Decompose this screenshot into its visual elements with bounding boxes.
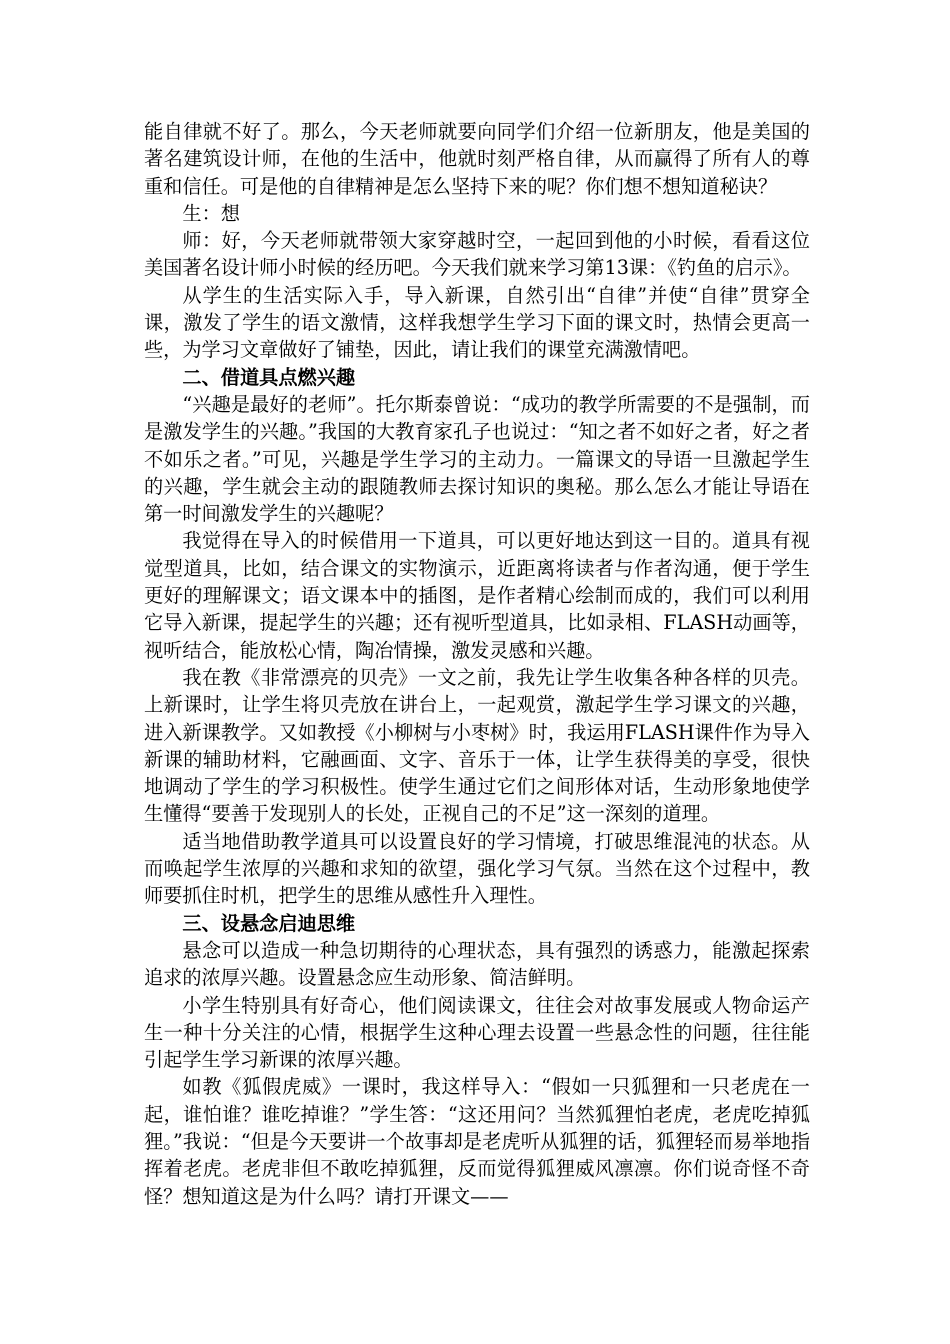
paragraph-shell-example: 我在教《非常漂亮的贝壳》一文之前，我先让学生收集各种各样的贝壳。上新课时，让学生将贝壳放在讲台上，一起观赏，激起学生学习课文的兴趣，进入新课教学。又如教授《小柳树与小枣树》时，我运用FLASH课件作为导入新课的辅助材料，它融画面、文字、音乐于一体，让学生获得美的享受，很快地调动了学生的学习积极性。使学生通过它们之间形体对话，生动形象地使学生懂得“要善于发现别人的长处，正视自己的不足”这一深刻的道理。: [144, 665, 810, 826]
document-body: [144, 118, 810, 1210]
paragraph-props-types: 我觉得在导入的时候借用一下道具，可以更好地达到这一目的。道具有视觉型道具，比如，结合课文的实物演示，近距离将读者与作者沟通，便于学生更好的理解课文；语文课本中的插图，是作者精心绘制而成的，我们可以利用它导入新课，提起学生的兴趣；还有视听型道具，比如录相、FLASH动画等，视听结合，能放松心情，陶冶情操，激发灵感和兴趣。: [144, 529, 810, 662]
paragraph-continuation: 能自律就不好了。那么，今天老师就要向同学们介绍一位新朋友，他是美国的著名建筑设计师，在他的生活中，他就时刻严格自律，从而赢得了所有人的尊重和信任。可是他的自律精神是怎么坚持下来的呢？你们想不想知道秘诀？: [144, 120, 810, 198]
section-heading-props: 二、借道具点燃兴趣: [182, 365, 356, 389]
paragraph-teacher-intro: 师：好，今天老师就带领大家穿越时空，一起回到他的小时候，看看这位美国著名设计师小时候的经历吧。今天我们就来学习第13课：《钓鱼的启示》。: [144, 229, 810, 280]
paragraph-suspense-intro: 悬念可以造成一种急切期待的心理状态，具有强烈的诱惑力，能激起探索追求的浓厚兴趣。设置悬念应生动形象、简洁鲜明。: [144, 938, 810, 990]
section-heading-suspense: 三、设悬念启迪思维: [182, 911, 356, 935]
paragraph-reflection: 从学生的生活实际入手，导入新课，自然引出“自律”并使“自律”贯穿全课，激发了学生的语文激情，这样我想学生学习下面的课文时，热情会更高一些，为学习文章做好了铺垫，因此，请让我们的课堂充满激情吧。: [144, 283, 810, 362]
paragraph-curiosity: 小学生特别具有好奇心，他们阅读课文，往往会对故事发展或人物命运产生一种十分关注的心情，根据学生这种心理去设置一些悬念性的问题，往往能引起学生学习新课的浓厚兴趣。: [144, 993, 810, 1072]
paragraph-student-reply: 生：想: [182, 201, 240, 225]
paragraph-props-summary: 适当地借助教学道具可以设置良好的学习情境，打破思维混沌的状态。从而唤起学生浓厚的兴趣和求知的欲望，强化学习气氛。当然在这个过程中，教师要抓住时机，把学生的思维从感性升入理性。: [144, 829, 810, 908]
paragraph-interest-quote: “兴趣是最好的老师”。托尔斯泰曾说：“成功的教学所需要的不是强制，而是激发学生的兴趣。”我国的大教育家孔子也说过：“知之者不如好之者，好之者不如乐之者。”可见，兴趣是学生学习的主动力。一篇课文的导语一旦激起学生的兴趣，学生就会主动的跟随教师去探讨知识的奥秘。那么怎么才能让导语在第一时间激发学生的兴趣呢？: [144, 392, 810, 526]
paragraph-fox-tiger-example: 如教《狐假虎威》一课时，我这样导入：“假如一只狐狸和一只老虎在一起，谁怕谁？谁吃掉谁？”学生答：“这还用问？当然狐狸怕老虎，老虎吃掉狐狸。”我说：“但是今天要讲一个故事却是老虎听从狐狸的话，狐狸轻而易举地指挥着老虎。老虎非但不敢吃掉狐狸，反而觉得狐狸威风凛凛。你们说奇怪不奇怪？想知道这是为什么吗？请打开课文——: [144, 1075, 810, 1208]
